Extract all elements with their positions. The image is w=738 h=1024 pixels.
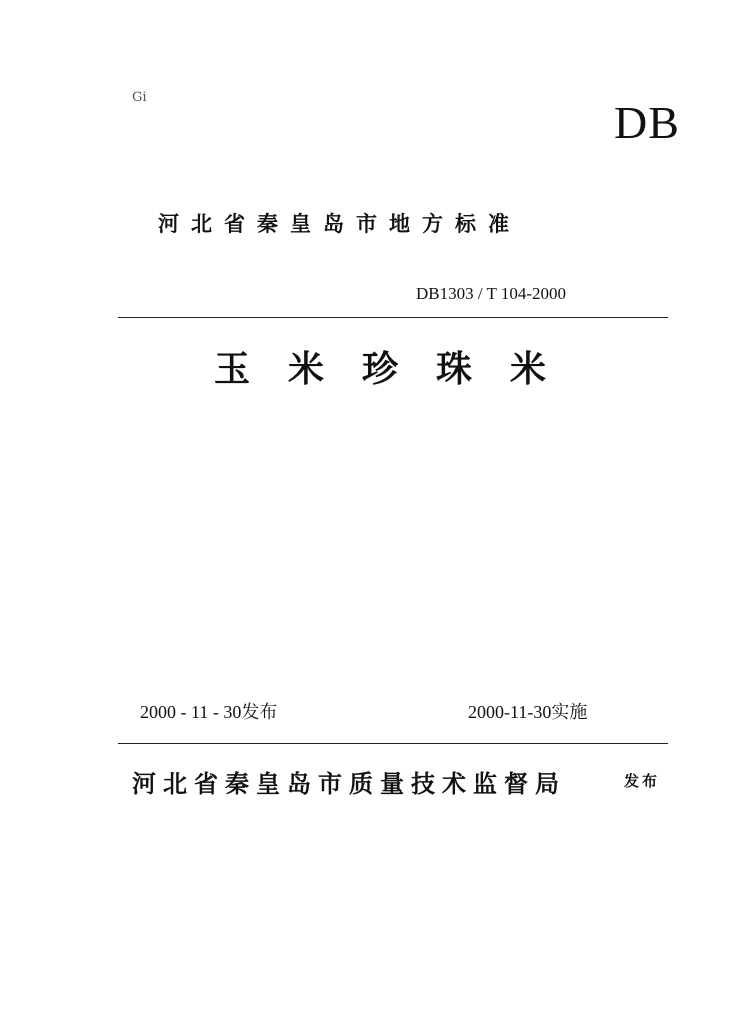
- db-logo: DB: [614, 97, 680, 148]
- standard-type-heading: 河北省秦皇岛市地方标准: [158, 212, 521, 236]
- standard-code: DB1303 / T 104-2000: [416, 284, 567, 303]
- document-title: 玉米珍珠米: [214, 349, 585, 390]
- issuing-authority-suffix: 发布: [624, 772, 661, 790]
- corner-mark: Gi: [132, 90, 147, 105]
- bottom-divider: [118, 743, 668, 744]
- implementation-date: 2000-11-30实施: [468, 702, 588, 722]
- issuing-authority: 河北省秦皇岛市质量技术监督局: [132, 770, 566, 798]
- issue-date: 2000 - 11 - 30发布: [140, 702, 278, 722]
- top-divider: [118, 317, 668, 318]
